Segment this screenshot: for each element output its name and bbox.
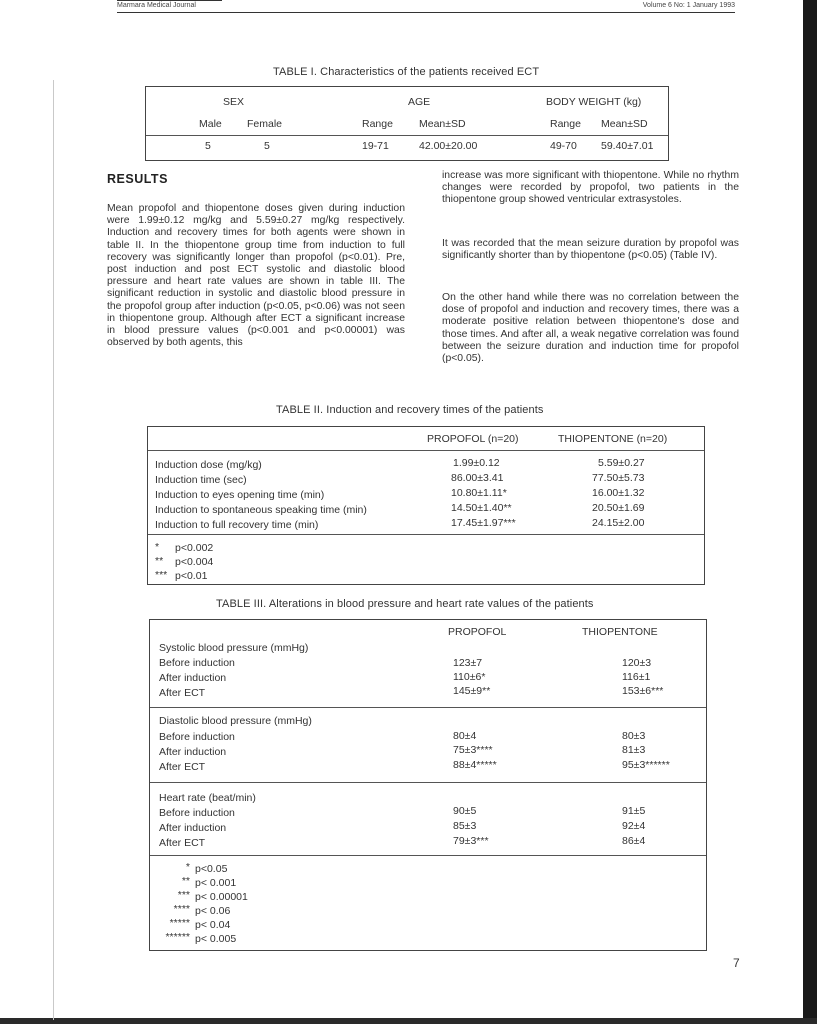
table2-row-label: Induction to full recovery time (min) — [155, 519, 319, 531]
table2-footnote-mark: *** — [155, 569, 168, 581]
table1-age-mean: 42.00±20.00 — [419, 140, 478, 152]
table3-row-thiopentone: 86±4 — [622, 835, 646, 847]
table3-footnote-text: p< 0.005 — [195, 933, 237, 945]
table3-col-propofol: PROPOFOL — [448, 626, 507, 638]
table1-sub-age-mean: Mean±SD — [419, 118, 466, 130]
table2-row-label: Induction to spontaneous speaking time (min) — [155, 504, 367, 516]
table3-footnote-mark: ** — [181, 875, 190, 887]
table3-row-label: Before induction — [159, 657, 235, 669]
table2-row-thiopentone: 20.50±1.69 — [592, 502, 645, 514]
table1-sub-male: Male — [199, 118, 222, 130]
table3-row-propofol: 90±5 — [453, 805, 477, 817]
table1-weight-range: 49-70 — [550, 140, 577, 152]
table3-row-label: After ECT — [159, 837, 206, 849]
table2-row-thiopentone: 77.50±5.73 — [592, 472, 645, 484]
table3-row-label: After ECT — [159, 761, 206, 773]
table3-section-rule — [150, 782, 706, 783]
header-rule — [117, 0, 222, 1]
table2-footnote-text: p<0.01 — [175, 570, 208, 582]
table3-col-thiopentone: THIOPENTONE — [582, 626, 658, 638]
table3-row-propofol: 75±3**** — [453, 744, 493, 756]
table1-group-sex: SEX — [223, 96, 245, 108]
journal-issue: Volume 6 No: 1 January 1993 — [642, 2, 735, 9]
table3-row-thiopentone: 91±5 — [622, 805, 646, 817]
scan-bottom-edge — [0, 1018, 817, 1024]
table3-row-propofol: 85±3 — [453, 820, 477, 832]
table2-row-propofol: 14.50±1.40** — [451, 502, 512, 514]
table3-footnote-mark: *** — [177, 889, 190, 901]
table3-footnote-text: p< 0.06 — [195, 905, 231, 917]
page-number: 7 — [733, 956, 740, 970]
table3-row-label: After induction — [159, 746, 227, 758]
table2-row-label: Induction dose (mg/kg) — [155, 459, 262, 471]
table2 — [147, 426, 705, 585]
table2-footnote-mark: ** — [155, 555, 164, 567]
table3-section-rule — [150, 707, 706, 708]
table3-row-label: Before induction — [159, 807, 235, 819]
table3-row-thiopentone: 116±1 — [622, 671, 651, 683]
results-paragraph-2: increase was more significant with thiopentone. While no rhythm changes were recorded by propofol, two patients in the thiopentone group showed ventricular extrasystoles. — [442, 170, 739, 206]
table1-sub-age-range: Range — [362, 118, 393, 130]
table3-footnote-rule — [150, 855, 706, 856]
table3-row-thiopentone: 153±6*** — [622, 685, 664, 697]
table2-col-thiopentone: THIOPENTONE (n=20) — [558, 433, 668, 445]
table1-age-range: 19-71 — [362, 140, 389, 152]
table3 — [149, 619, 707, 951]
table3-row-thiopentone: 92±4 — [622, 820, 646, 832]
table3-row-label: Before induction — [159, 731, 235, 743]
table1-group-age: AGE — [408, 96, 431, 108]
table3-row-label: After induction — [159, 822, 227, 834]
table1-weight-mean: 59.40±7.01 — [601, 140, 654, 152]
table2-row-propofol: 1.99±0.12 — [453, 457, 500, 469]
results-paragraph-1: Mean propofol and thiopentone doses given during induction were 1.99±0.12 mg/kg and 5.59±0.27 mg/kg respectively. Induction and recovery times for both agents were shown in table II. In the thiopentone group time from induction to full recovery was significantly longer than propofol (p<0.01). Pre, post induction and post ECT systolic and diastolic blood pressure and heart rate values are shown in table III. The significant reduction in systolic and diastolic blood pressure in the propofol group after induction (p<0.05, p<0.06) was not seen in thiopentone group. Although after ECT a significant increase in blood pressure values (p<0.001 and p<0.00001) was observed by both agents, this — [107, 203, 405, 349]
table3-row-label: After induction — [159, 672, 227, 684]
table2-row-thiopentone: 16.00±1.32 — [592, 487, 645, 499]
table3-caption: TABLE III. Alterations in blood pressure and heart rate values of the patients — [216, 598, 594, 610]
table3-row-label: After ECT — [159, 687, 206, 699]
table2-row-propofol: 17.45±1.97*** — [451, 517, 516, 529]
table3-row-thiopentone: 81±3 — [622, 744, 646, 756]
table3-footnote-text: p< 0.04 — [195, 919, 231, 931]
table2-header-rule — [148, 450, 704, 451]
table3-footnote-text: p< 0.00001 — [195, 891, 248, 903]
table2-footnote-rule — [148, 534, 704, 535]
table2-row-propofol: 86.00±3.41 — [451, 472, 504, 484]
table3-row-thiopentone: 120±3 — [622, 657, 652, 669]
table1-group-weight: BODY WEIGHT (kg) — [546, 96, 642, 108]
table3-row-propofol: 88±4***** — [453, 759, 497, 771]
table2-row-propofol: 10.80±1.11* — [451, 487, 507, 499]
table2-col-propofol: PROPOFOL (n=20) — [427, 433, 519, 445]
table1 — [145, 86, 669, 161]
table2-row-thiopentone: 24.15±2.00 — [592, 517, 645, 529]
table1-sub-weight-mean: Mean±SD — [601, 118, 648, 130]
table1-male-count: 5 — [205, 140, 211, 152]
table2-caption: TABLE II. Induction and recovery times of the patients — [276, 404, 544, 416]
table3-row-propofol: 145±9** — [453, 685, 491, 697]
results-paragraph-4: On the other hand while there was no correlation between the dose of propofol and induction and recovery times, there was a moderate positive relation between thiopentone's dose and those times. And after all, a weak negative correlation was found between the seizure duration and induction time for propofol (p<0.05). — [442, 292, 739, 365]
table3-footnote-mark: ****** — [165, 931, 190, 943]
table3-footnote-mark: * — [185, 861, 190, 873]
results-heading: RESULTS — [107, 172, 168, 186]
table1-rule — [146, 135, 668, 136]
table3-row-propofol: 80±4 — [453, 730, 477, 742]
table3-footnote-text: p<0.05 — [195, 863, 228, 875]
table1-sub-weight-range: Range — [550, 118, 581, 130]
table2-row-label: Induction time (sec) — [155, 474, 247, 486]
table2-footnote-text: p<0.002 — [175, 542, 214, 554]
table3-footnote-mark: **** — [173, 903, 190, 915]
table2-footnote-text: p<0.004 — [175, 556, 214, 568]
table2-row-label: Induction to eyes opening time (min) — [155, 489, 325, 501]
table1-caption: TABLE I. Characteristics of the patients received ECT — [273, 66, 540, 78]
table1-female-count: 5 — [264, 140, 270, 152]
table3-row-thiopentone: 95±3****** — [622, 759, 670, 771]
table3-row-thiopentone: 80±3 — [622, 730, 646, 742]
table3-footnote-text: p< 0.001 — [195, 877, 237, 889]
table2-footnote-mark: * — [155, 541, 160, 553]
table3-row-propofol: 123±7 — [453, 657, 483, 669]
table2-row-thiopentone: 5.59±0.27 — [598, 457, 645, 469]
table1-sub-female: Female — [247, 118, 283, 130]
table3-row-propofol: 79±3*** — [453, 835, 489, 847]
table3-section-title: Heart rate (beat/min) — [159, 792, 256, 804]
running-header — [117, 0, 735, 13]
journal-name: Marmara Medical Journal — [117, 2, 196, 9]
table3-section-title: Systolic blood pressure (mmHg) — [159, 642, 309, 654]
results-paragraph-3: It was recorded that the mean seizure duration by propofol was significantly shorter than by thiopentone (p<0.05) (Table IV). — [442, 238, 739, 262]
table3-section-title: Diastolic blood pressure (mmHg) — [159, 715, 312, 727]
scan-page-edge — [803, 0, 817, 1024]
table3-footnote-mark: ***** — [169, 917, 190, 929]
margin-line — [53, 80, 54, 1020]
table3-row-propofol: 110±6* — [453, 671, 486, 683]
